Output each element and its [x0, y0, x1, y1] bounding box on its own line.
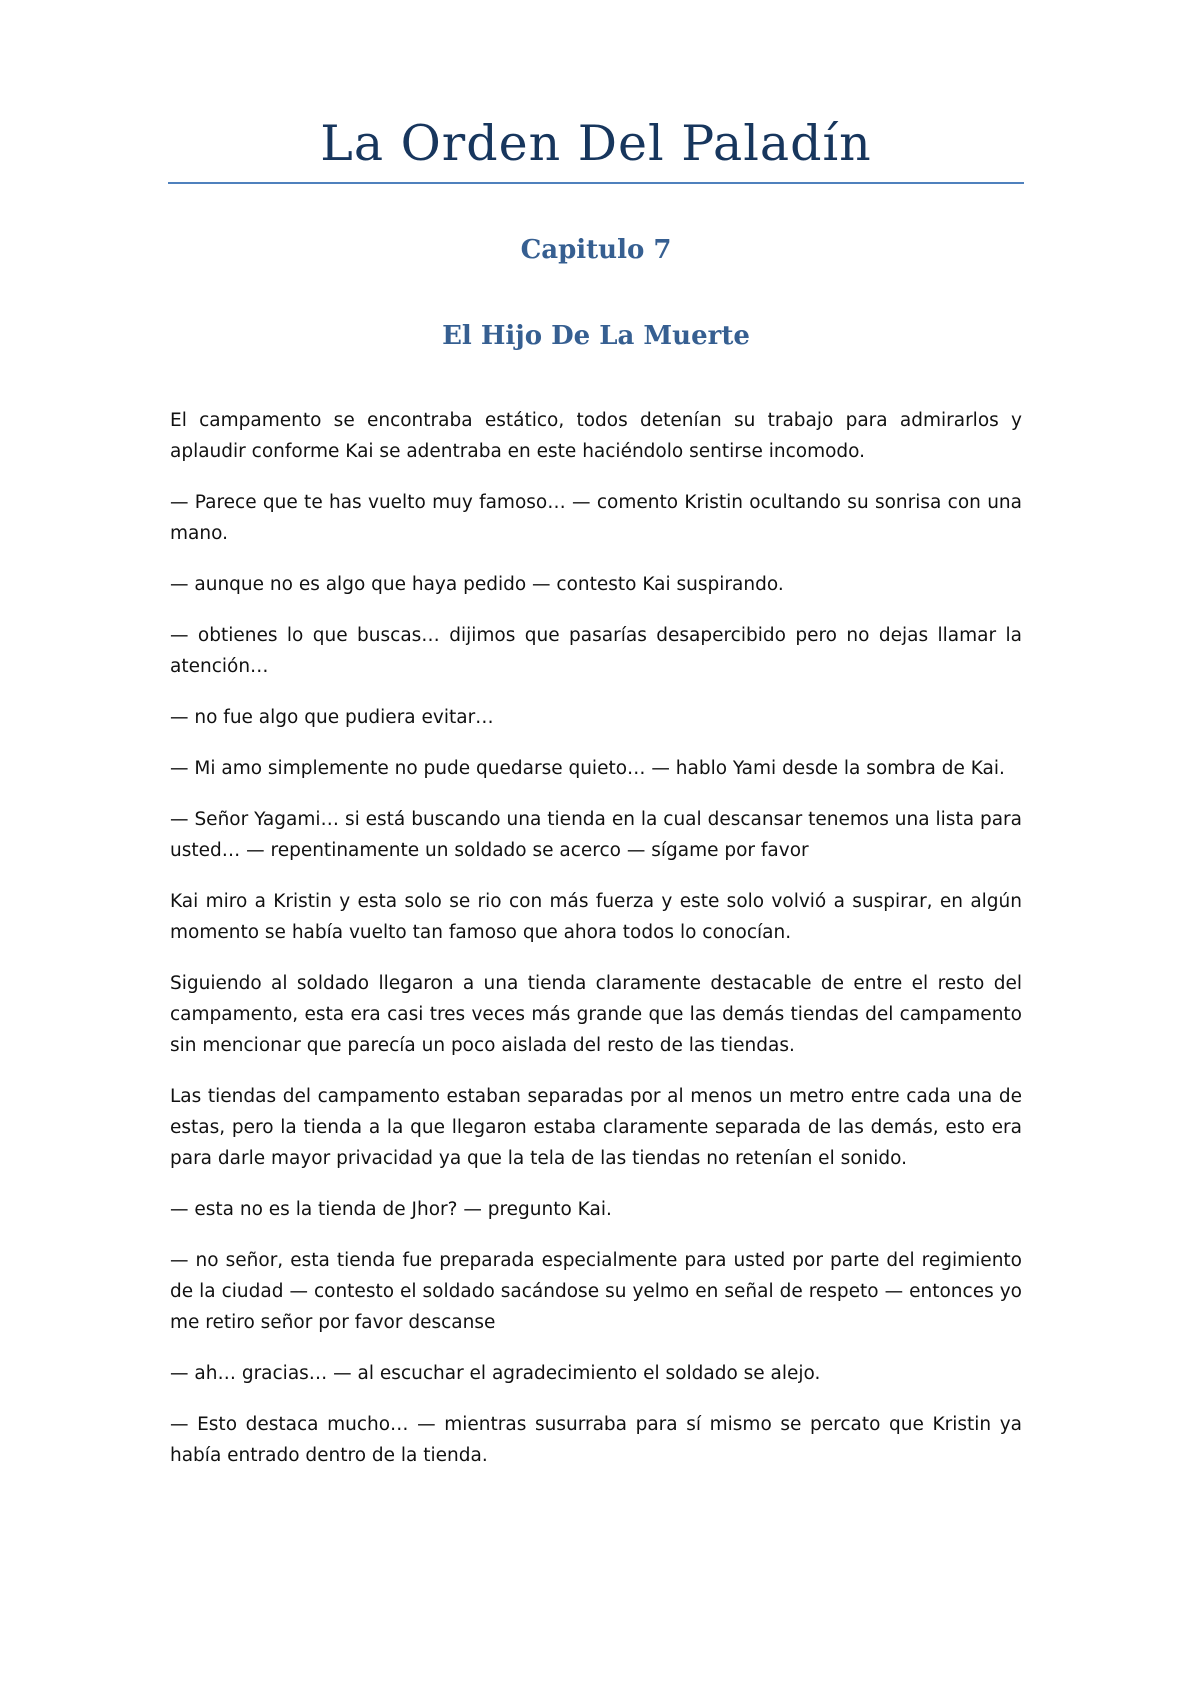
chapter-number: Capitulo 7 — [520, 235, 672, 265]
paragraph: — no señor, esta tienda fue preparada especialmente para usted por parte del regimiento de la ciudad — contesto el soldado sacándose su yelmo en señal de respeto — entonces yo me retiro señor por favor descanse — [170, 1250, 1022, 1333]
title-underline — [168, 182, 1024, 184]
paragraph: — Esto destaca mucho… — mientras susurraba para sí mismo se percato que Kristin ya había entrado dentro de la tienda. — [170, 1414, 1022, 1466]
paragraph: — obtienes lo que buscas… dijimos que pasarías desapercibido pero no dejas llamar la atención… — [170, 625, 1022, 677]
paragraph: — esta no es la tienda de Jhor? — pregunto Kai. — [170, 1199, 612, 1220]
paragraph: Las tiendas del campamento estaban separadas por al menos un metro entre cada una de estas, pero la tienda a la que llegaron estaba claramente separada de las demás, esto era para darle mayor privacidad ya que la tela de las tiendas no retenían el sonido. — [170, 1086, 1022, 1169]
paragraph: — ah… gracias… — al escuchar el agradecimiento el soldado se alejo. — [170, 1363, 821, 1384]
paragraph: — Mi amo simplemente no pude quedarse quieto… — hablo Yami desde la sombra de Kai. — [170, 758, 1005, 779]
paragraph: Kai miro a Kristin y esta solo se rio con más fuerza y este solo volvió a suspirar, en algún momento se había vuelto tan famoso que ahora todos lo conocían. — [170, 891, 1022, 943]
body-text — [170, 405, 1022, 1491]
paragraph: El campamento se encontraba estático, todos detenían su trabajo para admirarlos y aplaudir conforme Kai se adentraba en este haciéndolo sentirse incomodo. — [170, 410, 1022, 462]
paragraph: — Señor Yagami… si está buscando una tienda en la cual descansar tenemos una lista para usted… — repentinamente un soldado se acerco — sígame por favor — [170, 809, 1022, 861]
paragraph: — Parece que te has vuelto muy famoso… — comento Kristin ocultando su sonrisa con una mano. — [170, 492, 1022, 544]
paragraph: — no fue algo que pudiera evitar… — [170, 707, 494, 728]
document-title: La Orden Del Paladín — [320, 115, 872, 172]
paragraph: Siguiendo al soldado llegaron a una tienda claramente destacable de entre el resto del campamento, esta era casi tres veces más grande que las demás tiendas del campamento sin mencionar que parecía un poco aislada del resto de las tiendas. — [170, 973, 1022, 1056]
chapter-title: El Hijo De La Muerte — [442, 321, 750, 351]
paragraph: — aunque no es algo que haya pedido — contesto Kai suspirando. — [170, 574, 784, 595]
